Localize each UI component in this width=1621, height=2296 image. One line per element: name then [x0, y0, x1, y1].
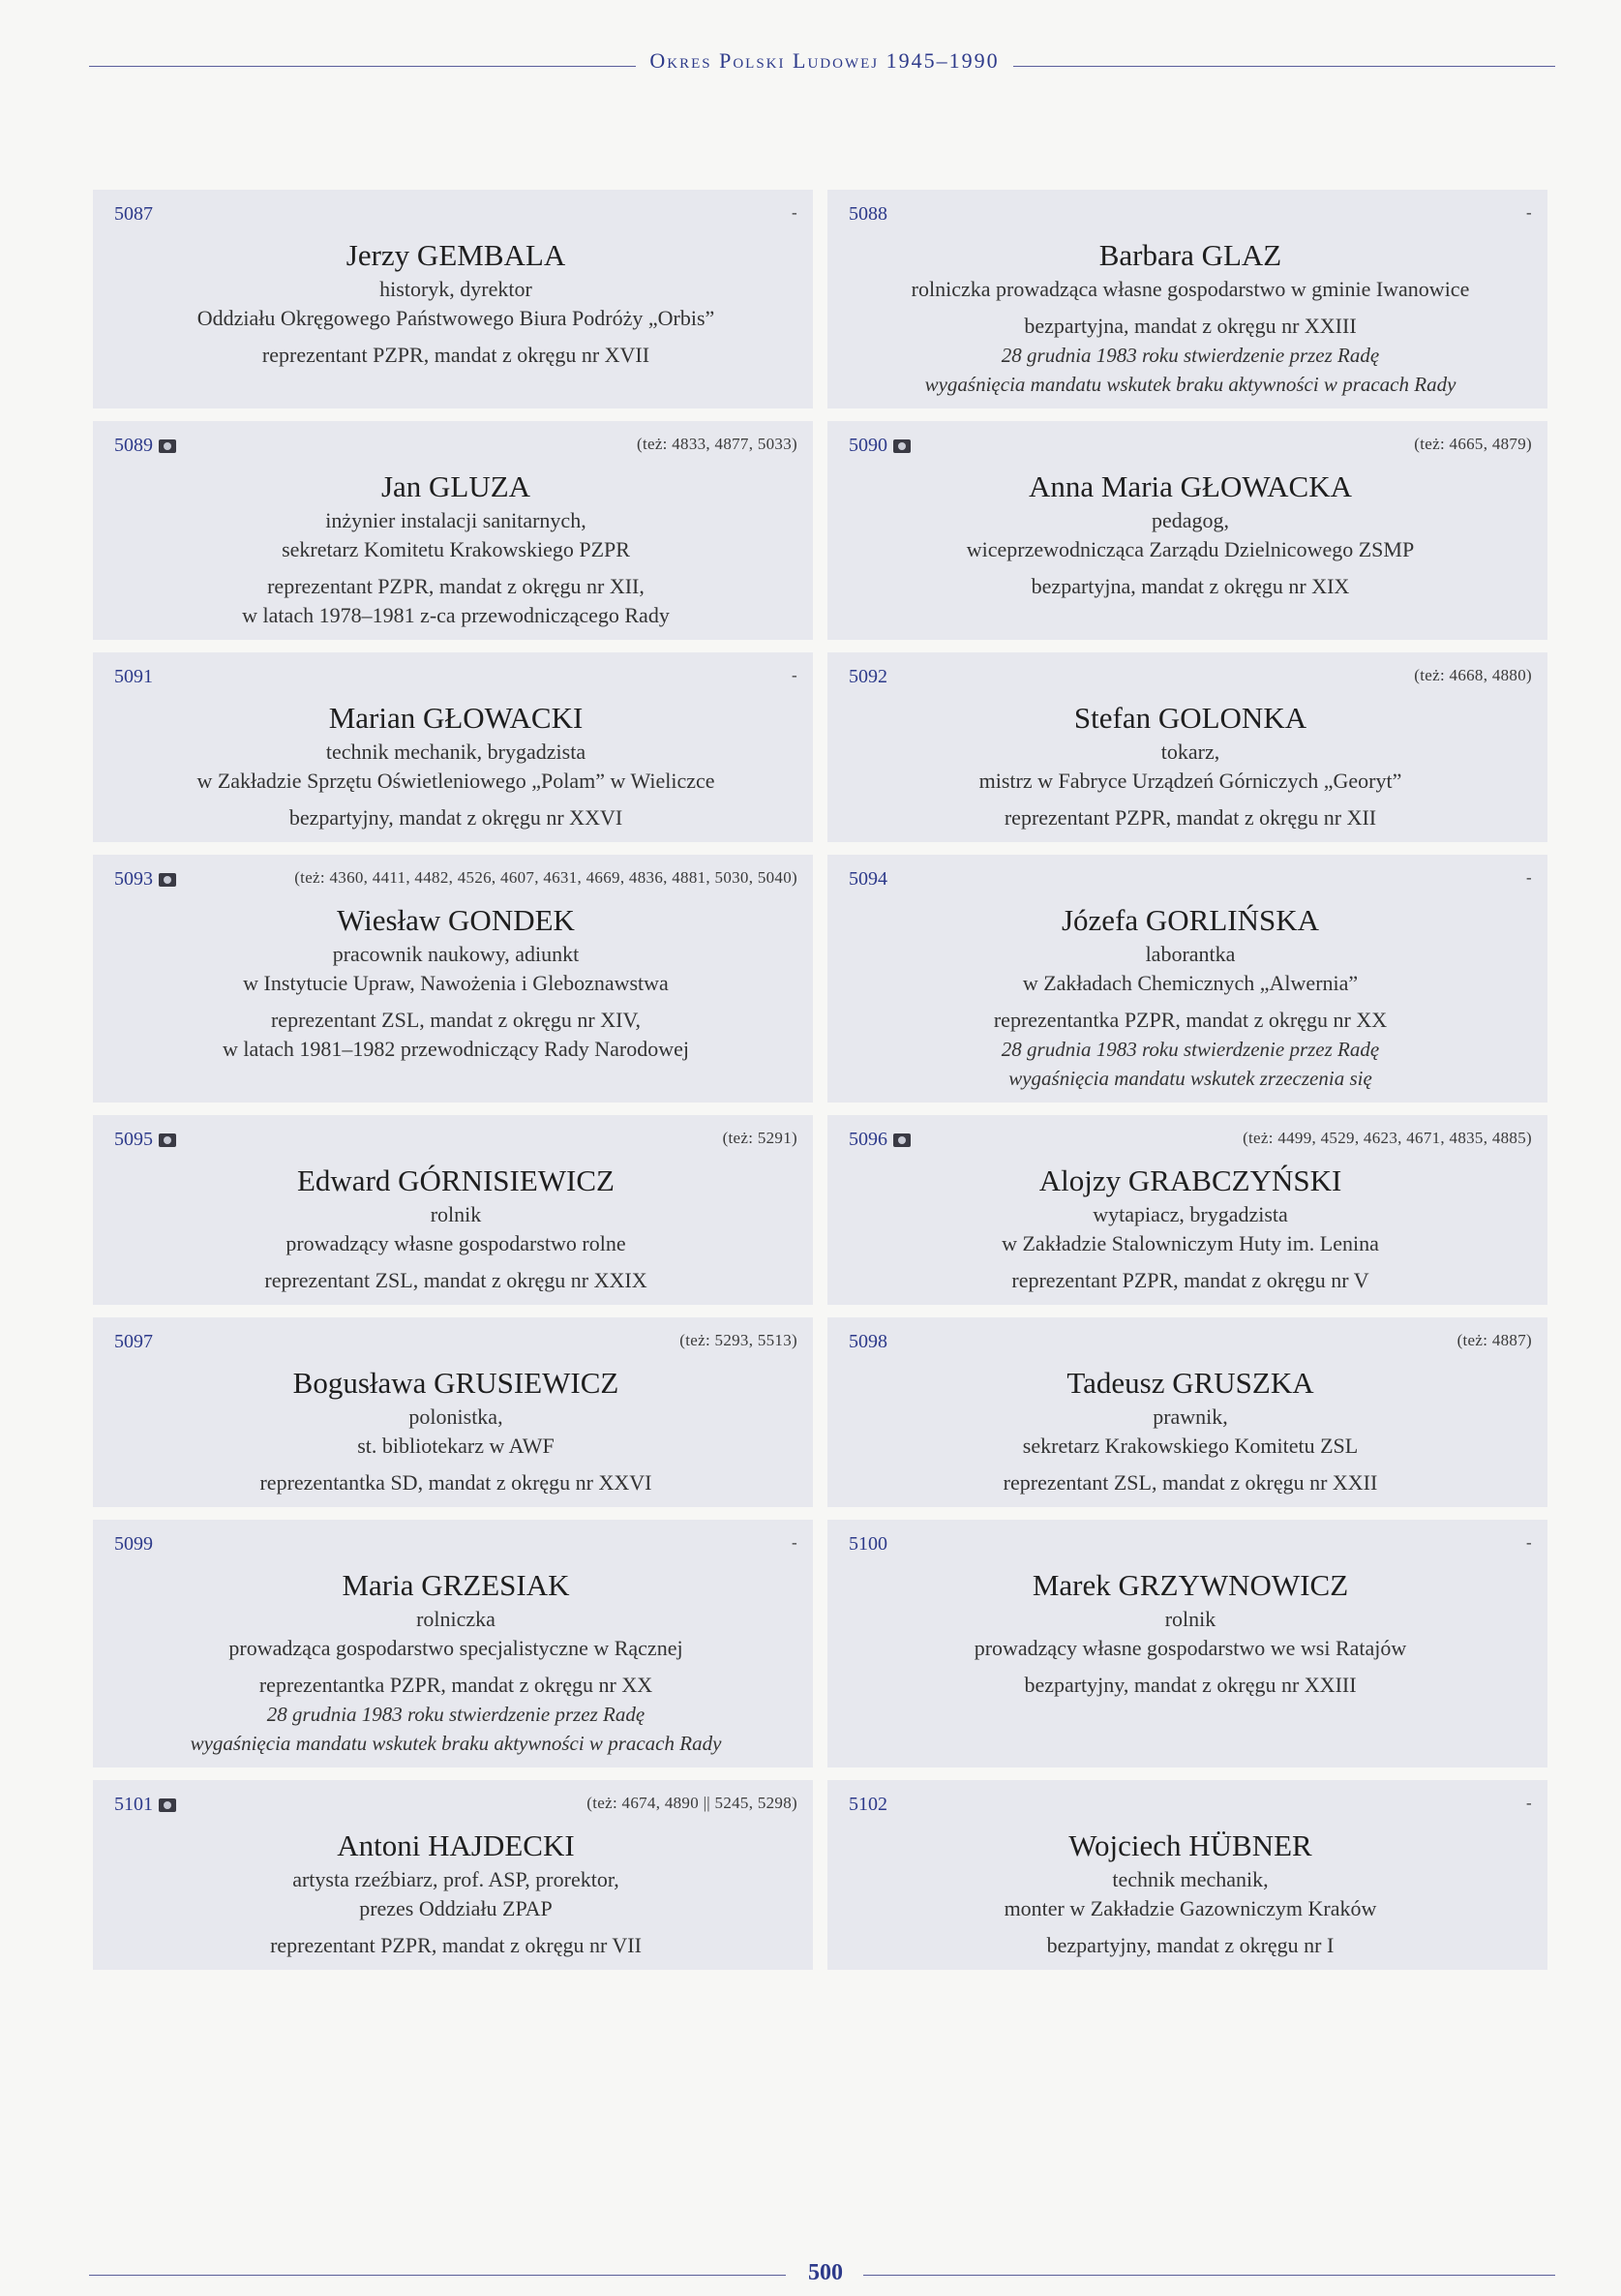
entry-reference: (też: 4833, 4877, 5033) — [636, 435, 797, 453]
entry-body — [849, 866, 1532, 1093]
entry-card — [827, 1520, 1547, 1767]
entry-name: Tadeusz GRUSZKA — [1066, 1366, 1314, 1400]
entry-mandate-line: reprezentantka PZPR, mandat z okręgu nr XX — [993, 1008, 1388, 1032]
entry-mandate-line: bezpartyjny, mandat z okręgu nr XXVI — [288, 805, 623, 830]
entry-number-text: 5094 — [849, 868, 887, 890]
entry-reference: (też: 4360, 4411, 4482, 4526, 4607, 4631, 4669, 4836, 4881, 5030, 5040) — [294, 868, 797, 887]
entry-mandate-line: bezpartyjna, mandat z okręgu nr XIX — [1031, 574, 1350, 598]
entry-body — [849, 201, 1532, 399]
entry-card — [93, 652, 813, 842]
entry-number-text: 5099 — [114, 1533, 153, 1555]
entry-occupation-line: w Zakładzie Stalowniczym Huty im. Lenina — [1002, 1231, 1379, 1255]
entry-body — [849, 1329, 1532, 1497]
entry-number-text: 5090 — [849, 435, 887, 456]
entry-name: Antoni HAJDECKI — [337, 1828, 575, 1862]
photo-icon — [893, 1133, 911, 1147]
entry-name: Anna Maria GŁOWACKA — [1028, 469, 1353, 503]
entry-number — [114, 1794, 176, 1816]
entry-number — [114, 435, 176, 457]
entry-number — [849, 1331, 887, 1353]
entry-number — [849, 666, 887, 688]
photo-icon — [159, 873, 176, 887]
entry-number — [114, 1533, 153, 1556]
entry-number-text: 5101 — [114, 1794, 153, 1815]
entry-occupation-line: st. bibliotekarz w AWF — [357, 1434, 555, 1458]
entry-body — [849, 1127, 1532, 1295]
entry-name: Alojzy GRABCZYŃSKI — [1038, 1163, 1342, 1197]
entry-body — [114, 866, 797, 1064]
entry-mandate-line: reprezentant PZPR, mandat z okręgu nr XVII — [261, 343, 650, 367]
entry-name: Jan GLUZA — [380, 469, 531, 503]
entry-name: Wojciech HÜBNER — [1068, 1828, 1312, 1862]
entry-occupation-line: rolnik — [430, 1202, 482, 1226]
entry-mandate-line: reprezentantka SD, mandat z okręgu nr XXVI — [259, 1470, 652, 1495]
entry-number — [849, 1533, 887, 1556]
entry-note-line: 28 grudnia 1983 roku stwierdzenie przez Radę — [1001, 344, 1380, 367]
entry-number — [114, 666, 153, 688]
entry-card — [827, 652, 1547, 842]
entry-occupation-line: prowadzący własne gospodarstwo rolne — [285, 1231, 626, 1255]
entry-number — [849, 868, 887, 891]
entry-mandate-line: reprezentant PZPR, mandat z okręgu nr VII — [270, 1933, 642, 1957]
entry-number-text: 5098 — [849, 1331, 887, 1352]
entry-number-text: 5096 — [849, 1129, 887, 1150]
header-rule-right — [1013, 66, 1555, 67]
running-header — [89, 43, 1550, 81]
entry-card — [93, 421, 813, 640]
entry-reference: - — [1526, 1533, 1532, 1552]
entry-name: Maria GRZESIAK — [342, 1568, 570, 1602]
footer-rule-left — [89, 2275, 786, 2276]
entry-number-text: 5095 — [114, 1129, 153, 1150]
entry-mandate-line: reprezentantka PZPR, mandat z okręgu nr XX — [258, 1673, 653, 1697]
entry-occupation-line: technik mechanik, — [1112, 1867, 1269, 1891]
entry-occupation-line: polonistka, — [408, 1405, 503, 1429]
header-rule-left — [89, 66, 636, 67]
entry-occupation-line: historyk, dyrektor — [379, 277, 532, 301]
photo-icon — [893, 439, 911, 453]
entry-reference: (też: 4665, 4879) — [1414, 435, 1532, 453]
entry-body — [849, 664, 1532, 832]
entry-body — [849, 1792, 1532, 1960]
entry-reference: (też: 4499, 4529, 4623, 4671, 4835, 4885) — [1243, 1129, 1532, 1147]
entry-reference: - — [792, 1533, 797, 1552]
photo-icon — [159, 1133, 176, 1147]
page-number: 500 — [808, 2260, 843, 2285]
entry-note-line: 28 grudnia 1983 roku stwierdzenie przez Radę — [266, 1703, 645, 1726]
entry-number-text: 5097 — [114, 1331, 153, 1352]
entry-body — [849, 433, 1532, 601]
entry-number — [849, 1129, 911, 1151]
entry-body — [114, 664, 797, 832]
entry-name: Edward GÓRNISIEWICZ — [296, 1163, 615, 1197]
entry-mandate-line: reprezentant ZSL, mandat z okręgu nr XIV, — [270, 1008, 641, 1032]
header-title: Okres Polski Ludowej 1945–1990 — [649, 48, 1000, 73]
entry-number — [114, 868, 176, 891]
entry-number — [114, 1331, 153, 1353]
entry-occupation-line: technik mechanik, brygadzista — [325, 740, 586, 764]
entry-body — [114, 1792, 797, 1960]
entry-reference: - — [1526, 1794, 1532, 1812]
entry-number-text: 5100 — [849, 1533, 887, 1555]
entry-reference: (też: 4674, 4890 || 5245, 5298) — [586, 1794, 797, 1812]
entry-occupation-line: rolniczka prowadząca własne gospodarstwo w gminie Iwanowice — [911, 277, 1470, 301]
entry-mandate-line: reprezentant ZSL, mandat z okręgu nr XXII — [1003, 1470, 1378, 1495]
entry-card — [827, 855, 1547, 1103]
entry-mandate-line: bezpartyjny, mandat z okręgu nr I — [1046, 1933, 1335, 1957]
entry-name: Jerzy GEMBALA — [345, 238, 566, 272]
entry-card — [827, 1780, 1547, 1970]
entry-reference: - — [1526, 203, 1532, 222]
entry-mandate-line: bezpartyjny, mandat z okręgu nr XXIII — [1024, 1673, 1357, 1697]
entry-card — [827, 1317, 1547, 1507]
photo-icon — [159, 439, 176, 453]
entry-occupation-line: prezes Oddziału ZPAP — [359, 1896, 553, 1920]
entry-note-line: wygaśnięcia mandatu wskutek braku aktywności w pracach Rady — [190, 1732, 722, 1755]
entry-name: Barbara GLAZ — [1098, 238, 1282, 272]
entry-number — [849, 435, 911, 457]
entry-number-text: 5092 — [849, 666, 887, 687]
entry-occupation-line: artysta rzeźbiarz, prof. ASP, prorektor, — [292, 1867, 619, 1891]
entry-occupation-line: Oddziału Okręgowego Państwowego Biura Podróży „Orbis” — [196, 306, 715, 330]
entry-number — [114, 203, 153, 226]
entry-note-line: wygaśnięcia mandatu wskutek zrzeczenia się — [1008, 1067, 1372, 1090]
entry-number-text: 5087 — [114, 203, 153, 225]
entry-occupation-line: pedagog, — [1151, 508, 1230, 532]
entry-card — [827, 421, 1547, 640]
entry-reference: (też: 4668, 4880) — [1414, 666, 1532, 684]
entry-card — [93, 1520, 813, 1767]
entry-body — [849, 1531, 1532, 1700]
entry-name: Wiesław GONDEK — [337, 903, 575, 937]
entry-mandate-line: reprezentant PZPR, mandat z okręgu nr XII — [1004, 805, 1377, 830]
entry-mandate-line: bezpartyjna, mandat z okręgu nr XXIII — [1024, 314, 1357, 338]
entry-card — [827, 1115, 1547, 1305]
entry-occupation-line: w Instytucie Upraw, Nawożenia i Gleboznawstwa — [243, 971, 669, 995]
entry-occupation-line: monter w Zakładzie Gazowniczym Kraków — [1004, 1896, 1377, 1920]
entry-reference: - — [792, 666, 797, 684]
entry-card — [93, 190, 813, 408]
entry-number — [849, 203, 887, 226]
entry-occupation-line: sekretarz Krakowskiego Komitetu ZSL — [1022, 1434, 1359, 1458]
entry-card — [827, 190, 1547, 408]
entry-occupation-line: prowadzący własne gospodarstwo we wsi Ratajów — [974, 1636, 1407, 1660]
footer-rule-right — [863, 2275, 1555, 2276]
entry-note-line: wygaśnięcia mandatu wskutek braku aktywności w pracach Rady — [924, 373, 1456, 396]
entry-card — [93, 1780, 813, 1970]
entry-mandate-line: reprezentant ZSL, mandat z okręgu nr XXIX — [264, 1268, 647, 1292]
entry-occupation-line: prawnik, — [1153, 1405, 1228, 1429]
entry-name: Marian GŁOWACKI — [328, 701, 584, 735]
entry-body — [114, 1127, 797, 1295]
entry-occupation-line: prowadząca gospodarstwo specjalistyczne w Rącznej — [228, 1636, 683, 1660]
entry-number-text: 5102 — [849, 1794, 887, 1815]
entry-occupation-line: pracownik naukowy, adiunkt — [332, 942, 580, 966]
photo-icon — [159, 1798, 176, 1812]
entry-mandate-line: reprezentant PZPR, mandat z okręgu nr XII, — [267, 574, 645, 598]
entry-reference: (też: 4887) — [1456, 1331, 1532, 1349]
entry-number-text: 5089 — [114, 435, 153, 456]
entry-body — [114, 433, 797, 630]
entry-mandate-line: w latach 1981–1982 przewodniczący Rady Narodowej — [222, 1037, 689, 1061]
entry-reference: - — [1526, 868, 1532, 887]
entry-number — [114, 1129, 176, 1151]
entry-card — [93, 1115, 813, 1305]
entry-body — [114, 1329, 797, 1497]
entry-occupation-line: rolniczka — [416, 1607, 495, 1631]
entry-mandate-line: reprezentant PZPR, mandat z okręgu nr V — [1011, 1268, 1369, 1292]
entry-occupation-line: wytapiacz, brygadzista — [1093, 1202, 1288, 1226]
entry-number — [849, 1794, 887, 1816]
entry-occupation-line: w Zakładach Chemicznych „Alwernia” — [1022, 971, 1359, 995]
entry-number-text: 5088 — [849, 203, 887, 225]
entry-note-line: 28 grudnia 1983 roku stwierdzenie przez Radę — [1001, 1038, 1380, 1061]
entry-number-text: 5093 — [114, 868, 153, 890]
entry-card — [93, 1317, 813, 1507]
entry-occupation-line: wiceprzewodnicząca Zarządu Dzielnicowego ZSMP — [966, 537, 1415, 561]
entry-occupation-line: laborantka — [1145, 942, 1236, 966]
entry-occupation-line: mistrz w Fabryce Urządzeń Górniczych „Georyt” — [978, 769, 1402, 793]
entry-reference: (też: 5291) — [722, 1129, 797, 1147]
entry-body — [114, 1531, 797, 1758]
entry-occupation-line: w Zakładzie Sprzętu Oświetleniowego „Polam” w Wieliczce — [196, 769, 715, 793]
entry-reference: (też: 5293, 5513) — [679, 1331, 797, 1349]
entry-occupation-line: rolnik — [1164, 1607, 1216, 1631]
entry-occupation-line: inżynier instalacji sanitarnych, — [325, 508, 586, 532]
entry-occupation-line: sekretarz Komitetu Krakowskiego PZPR — [282, 537, 630, 561]
entry-occupation-line: tokarz, — [1160, 740, 1220, 764]
entry-body — [114, 201, 797, 370]
entries-grid — [93, 190, 1547, 1970]
entry-reference: - — [792, 203, 797, 222]
entry-card — [93, 855, 813, 1103]
entry-number-text: 5091 — [114, 666, 153, 687]
entry-name: Stefan GOLONKA — [1073, 701, 1307, 735]
entry-name: Bogusława GRUSIEWICZ — [292, 1366, 619, 1400]
entry-name: Marek GRZYWNOWICZ — [1032, 1568, 1349, 1602]
entry-name: Józefa GORLIŃSKA — [1061, 903, 1320, 937]
entry-mandate-line: w latach 1978–1981 z-ca przewodniczącego Rady — [242, 603, 670, 627]
